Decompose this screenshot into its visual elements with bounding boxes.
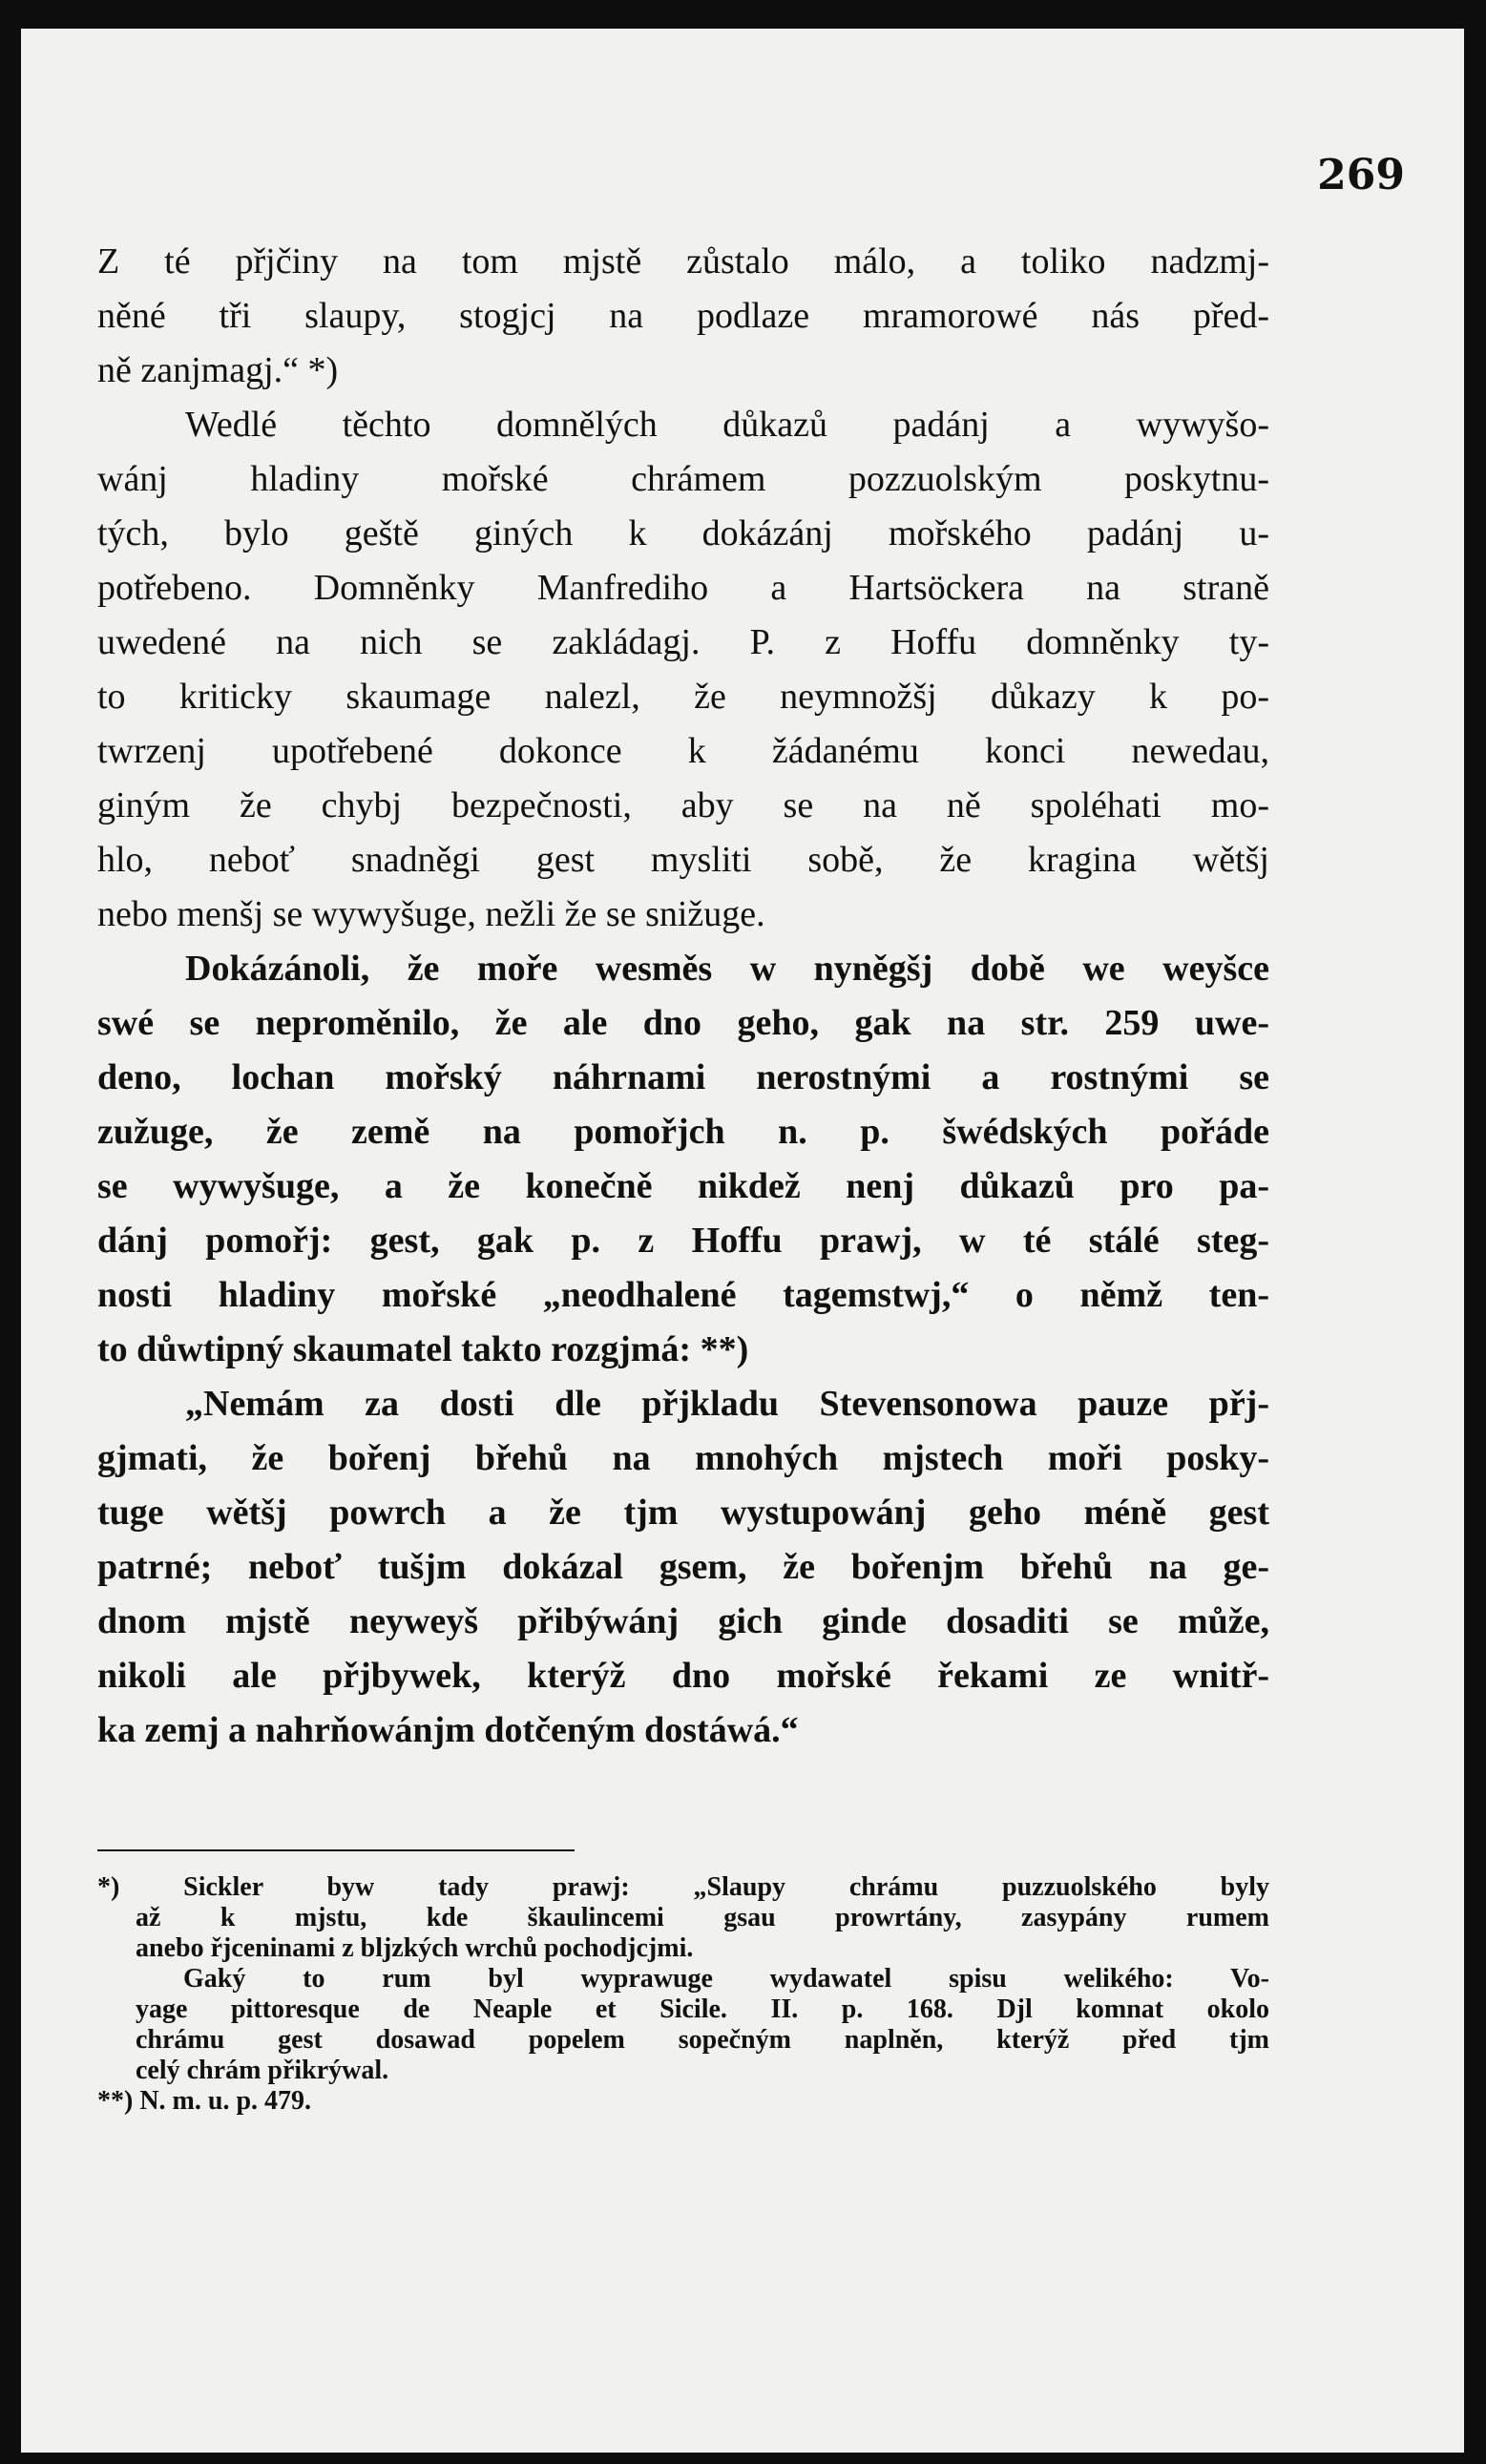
text-line: ně zanjmagj.“ *) [97, 350, 339, 390]
body-text [97, 235, 1269, 1758]
footnote-line: anebo řjceninami z bljzkých wrchů pochodjcjmi. [136, 1933, 694, 1963]
text-line: se wywyšuge, a že konečně nikdež nenj důkazů pro pa- [97, 1166, 1269, 1206]
text-line: dnom mjstě neyweyš přibýwánj gich ginde dosaditi se může, [97, 1601, 1269, 1641]
text-line: „Nemám za dosti dle přjkladu Stevensonowa pauze přj- [185, 1384, 1269, 1424]
text-line: deno, lochan mořský náhrnami nerostnými a rostnými se [97, 1057, 1269, 1097]
text-line: patrné; neboť tušjm dokázal gsem, že bořenjm břehů na ge- [97, 1547, 1269, 1587]
footnote-line: Gaký to rum byl wyprawuge wydawatel spisu welikého: Vo- [183, 1964, 1269, 1994]
footnote-line: **) N. m. u. p. 479. [97, 2086, 312, 2116]
text-line: něné tři slaupy, stogjcj na podlaze mramorowé nás před- [97, 296, 1269, 336]
footnote-line: yage pittoresque de Neaple et Sicile. II. p. 168. Djl komnat okolo [136, 1994, 1269, 2024]
text-line: uwedené na nich se zakládagj. P. z Hoffu domněnky ty- [97, 622, 1269, 662]
footnote-line: celý chrám přikrýwal. [136, 2056, 389, 2085]
text-line: nikoli ale přjbywek, kterýž dno mořské řekami ze wnitř- [97, 1656, 1269, 1696]
text-line: ka zemj a nahrňowánjm dotčeným dostáwá.“ [97, 1710, 799, 1750]
text-line: nebo menšj se wywyšuge, nežli že se snižuge. [97, 894, 765, 934]
text-line: to kriticky skaumage nalezl, že neymnožšj důkazy k po- [97, 677, 1269, 717]
text-line: gjmati, že bořenj břehů na mnohých mjstech moři posky- [97, 1438, 1269, 1478]
text-line: Wedlé těchto domnělých důkazů padánj a wywyšo- [185, 405, 1269, 445]
text-line: tuge wětšj powrch a že tjm wystupowánj geho méně gest [97, 1493, 1269, 1533]
text-line: dánj pomořj: gest, gak p. z Hoffu prawj, w té stálé steg- [97, 1221, 1269, 1261]
text-line: zužuge, že země na pomořjch n. p. šwédských pořáde [97, 1112, 1269, 1152]
text-line: to důwtipný skaumatel takto rozgjmá: **) [97, 1329, 749, 1369]
footnote-line: *) Sickler byw tady prawj: „Slaupy chrámu puzzuolského byly [97, 1872, 1269, 1902]
text-line: swé se neproměnilo, že ale dno geho, gak na str. 259 uwe- [97, 1003, 1269, 1043]
text-line: giným že chybj bezpečnosti, aby se na ně spoléhati mo- [97, 785, 1269, 825]
text-line: wánj hladiny mořské chrámem pozzuolským poskytnu- [97, 459, 1269, 499]
text-line: Dokázánoli, že moře wesměs w nyněgšj době we weyšce [185, 949, 1269, 989]
footnote-line: chrámu gest dosawad popelem sopečným naplněn, kterýž před tjm [136, 2025, 1269, 2055]
text-line: nosti hladiny mořské „neodhalené tagemstwj,“ o němž ten- [97, 1275, 1269, 1315]
text-line: tých, bylo geště giných k dokázánj mořského padánj u- [97, 513, 1269, 553]
text-line: Z té přjčiny na tom mjstě zůstalo málo, a toliko nadzmj- [97, 241, 1269, 282]
text-line: twrzenj upotřebené dokonce k žádanému konci newedau, [97, 731, 1269, 771]
book-page [21, 29, 1464, 2453]
footnote-line: až k mjstu, kde škaulincemi gsau prowrtány, zasypány rumem [136, 1903, 1269, 1932]
footnotes [97, 1872, 1269, 2117]
text-line: hlo, neboť snadněgi gest mysliti sobě, že kragina wětšj [97, 840, 1269, 880]
text-line: potřebeno. Domněnky Manfrediho a Hartsöckera na straně [97, 568, 1269, 608]
footnote-divider [97, 1849, 575, 1851]
page-number: 269 [1317, 151, 1405, 199]
